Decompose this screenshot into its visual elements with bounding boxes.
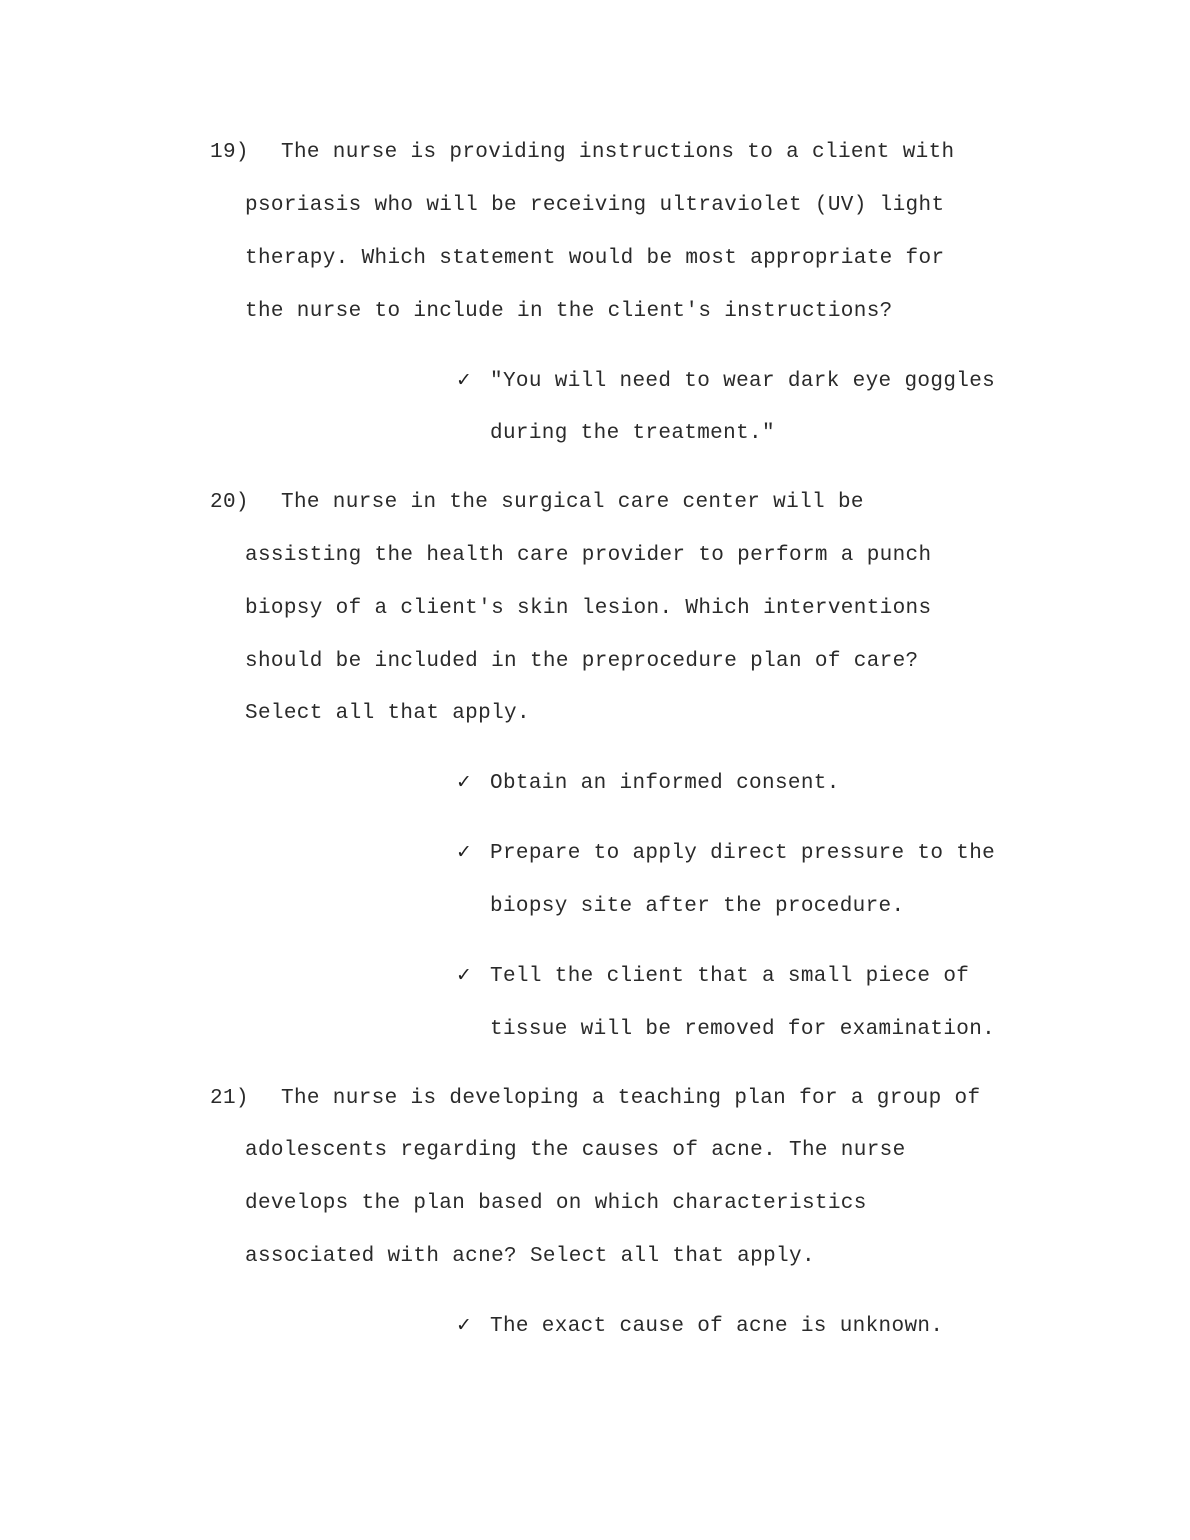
question-stem-line: the nurse to include in the client's instructions?: [245, 300, 893, 323]
answer-line: "You will need to wear dark eye goggles: [490, 370, 996, 393]
question-stem-line: psoriasis who will be receiving ultraviolet (UV) light: [245, 194, 945, 217]
checkmark-icon: ✓: [456, 771, 472, 793]
question-stem-line: The nurse in the surgical care center will be: [281, 491, 864, 514]
answer-line: biopsy site after the procedure.: [490, 895, 905, 918]
question-stem-line: assisting the health care provider to perform a punch: [245, 544, 932, 567]
question-stem-line: The nurse is providing instructions to a client with: [281, 141, 955, 164]
question-stem-line: Select all that apply.: [245, 702, 530, 725]
answer-line: during the treatment.": [490, 422, 775, 445]
question-stem-line: biopsy of a client's skin lesion. Which interventions: [245, 597, 932, 620]
answer-line: Obtain an informed consent.: [490, 772, 840, 795]
answer-line: tissue will be removed for examination.: [490, 1018, 996, 1041]
question-stem-line: should be included in the preprocedure plan of care?: [245, 650, 919, 673]
answer-line: Tell the client that a small piece of: [490, 965, 970, 988]
checkmark-icon: ✓: [456, 369, 472, 391]
question-stem-line: associated with acne? Select all that apply.: [245, 1245, 815, 1268]
checkmark-icon: ✓: [456, 964, 472, 986]
question-stem-line: The nurse is developing a teaching plan for a group of: [281, 1087, 981, 1110]
question-number: 19): [210, 141, 249, 164]
answer-line: Prepare to apply direct pressure to the: [490, 842, 996, 865]
question-stem-line: therapy. Which statement would be most appropriate for: [245, 247, 945, 270]
checkmark-icon: ✓: [456, 841, 472, 863]
question-stem-line: develops the plan based on which characteristics: [245, 1192, 867, 1215]
question-number: 21): [210, 1087, 249, 1110]
checkmark-icon: ✓: [456, 1314, 472, 1336]
answer-line: The exact cause of acne is unknown.: [490, 1315, 944, 1338]
question-stem-line: adolescents regarding the causes of acne. The nurse: [245, 1139, 906, 1162]
question-number: 20): [210, 491, 249, 514]
